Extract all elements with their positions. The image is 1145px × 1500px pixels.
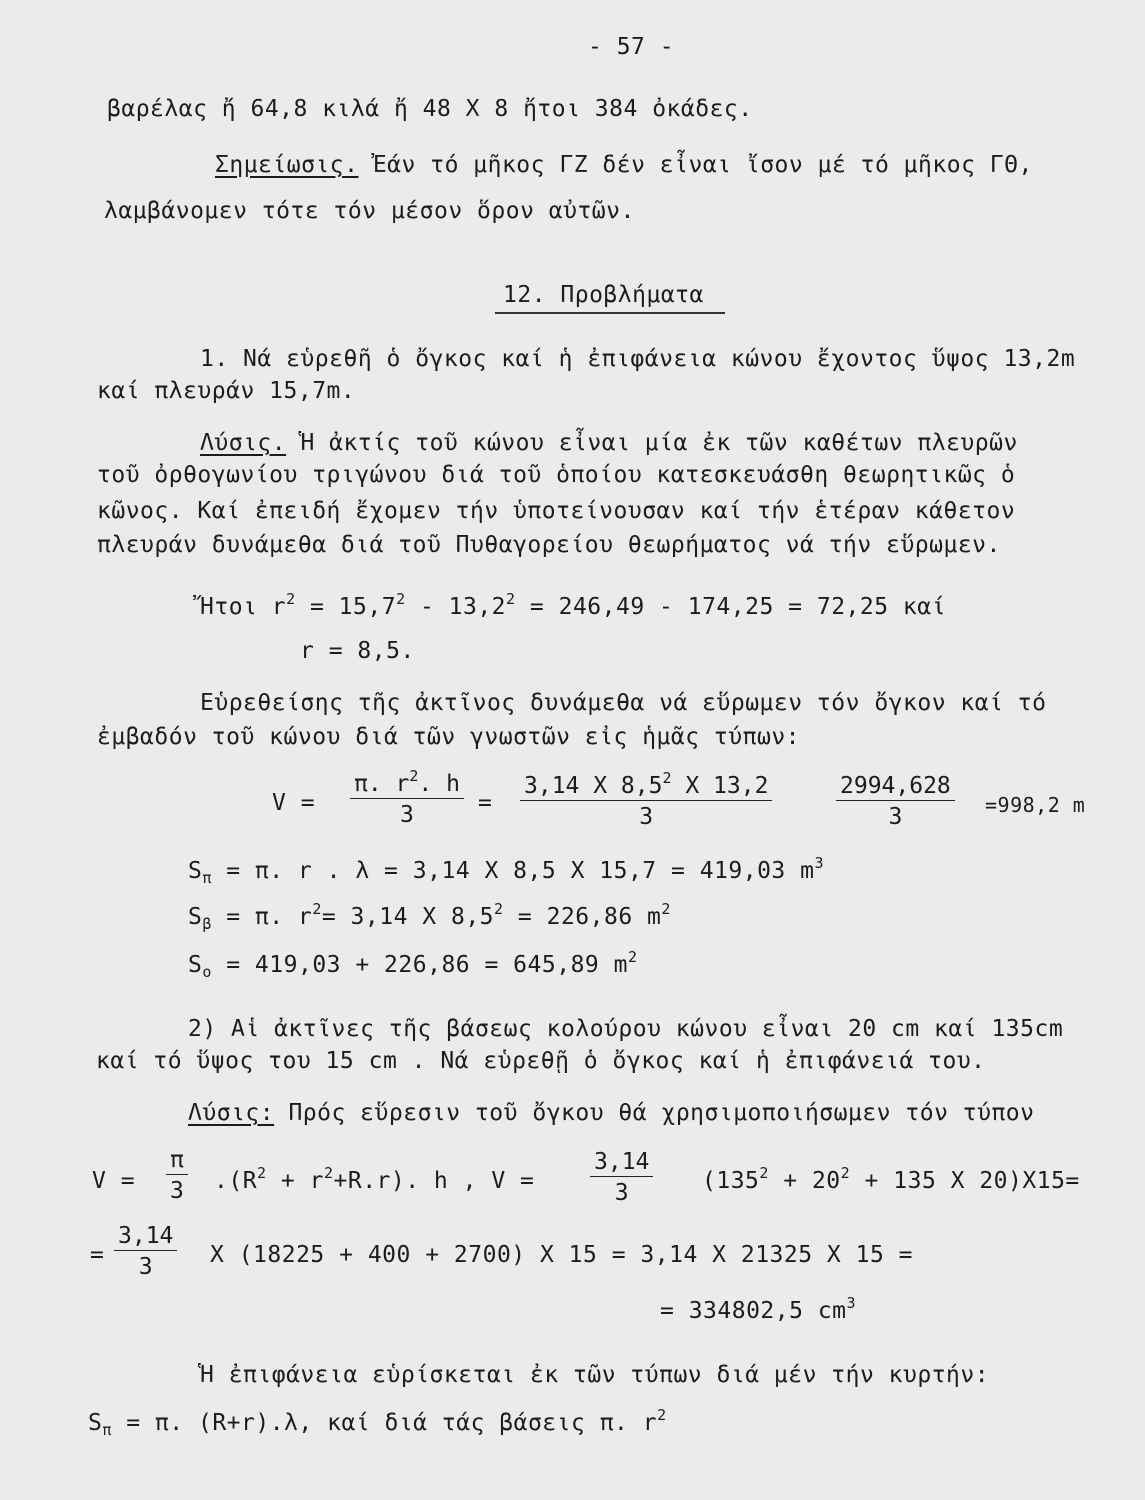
volume-fraction: $\frac{\pi. r^2. h}{3}$ — [350, 770, 464, 829]
section-heading: 12. Προβλήματα — [503, 282, 704, 308]
coef-fraction: $\frac{3,14}{3}$ — [590, 1148, 653, 1207]
text-line: λαμβάνομεν τότε τόν μέσον ὅρον αὐτῶν. — [104, 198, 635, 224]
solution-text: Λύσις: Πρός εὕρεσιν τοῦ ὄγκου θά χρησιμοποιήσωμεν τόν τύπον — [188, 1100, 1035, 1126]
formula-line: $S_o = 419,03 + 226,86 = 645,89$ $m^2$ — [188, 948, 638, 981]
note-label: Σημείωσις. — [215, 152, 359, 178]
formula-line: $S_\beta = \pi$. $r^2= 3,14$ X $8,5^2 = 226,86$ $m^2$ — [188, 900, 671, 933]
text-line: Σημείωσις. Ἐάν τό μῆκος ΓΖ δέν εἶναι ἴσον μέ τό μῆκος ΓΘ, — [215, 152, 1033, 178]
problem-text: καί τό ὕψος του 15 cm . Νά εὑρεθῇ ὁ ὄγκος καί ἡ ἐπιφάνειά του. — [96, 1048, 986, 1074]
formula-line: V = — [92, 1168, 136, 1194]
solution-text: κῶνος. Καί ἐπειδή ἔχομεν τήν ὑποτείνουσαν καί τήν ἑτέραν κάθετον — [97, 498, 1016, 524]
formula-line: $.(R^2 + r^2+R.r)$. h , V = — [214, 1164, 535, 1194]
solution-text: Ἡ ἐπιφάνεια εὑρίσκεται ἐκ τῶν τύπων διά μέν τήν κυρτήν: — [200, 1362, 990, 1388]
equals-sign: = — [478, 790, 493, 816]
problem-text: καί πλευράν 15,7m. — [97, 378, 356, 404]
pi-over-three-fraction: $\frac{\pi}{3}$ — [166, 1146, 188, 1205]
volume-result: =998,2 m — [985, 793, 1086, 817]
solution-label: Λύσις. — [200, 430, 287, 456]
formula-line: ($135^2 + 20^2 + 135$ X 20)X15= — [702, 1164, 1080, 1194]
equals-sign: = — [90, 1242, 105, 1268]
volume-fraction: $\frac{2994,628}{3}$ — [836, 772, 955, 831]
solution-text: τοῦ ὀρθογωνίου τριγώνου διά τοῦ ὁποίου κατεσκευάσθη θεωρητικῶς ὁ — [97, 462, 1016, 488]
solution-text: Λύσις. Ἡ ἀκτίς τοῦ κώνου εἶναι μία ἐκ τῶν καθέτων πλευρῶν — [200, 430, 1018, 456]
formula-line: X (18225 + 400 + 2700) X 15 = 3,14 X 21325 X 15 = — [210, 1242, 914, 1268]
problem-text: 2) Αἱ ἀκτῖνες τῆς βάσεως κολούρου κώνου εἶναι 20 cm καί 135cm — [188, 1016, 1064, 1042]
coef-fraction: $\frac{3,14}{3}$ — [114, 1222, 177, 1281]
problem-text: 1. Νά εὑρεθῆ ὁ ὄγκος καί ἡ ἐπιφάνεια κώνου ἔχοντος ὕψος 13,2m — [200, 346, 1076, 372]
equation-line: Ἤτοι $r^2 = 15,7^2 - 13,2^2 = 246,49 - 174,25 = 72,25$ καί — [200, 590, 946, 620]
solution-label: Λύσις: — [188, 1100, 275, 1126]
solution-text: ἐμβαδόν τοῦ κώνου διά τῶν γνωστῶν εἰς ἡμᾶς τύπων: — [97, 724, 801, 750]
solution-text: Εὑρεθείσης τῆς ἀκτῖνος δυνάμεθα νά εὕρωμεν τόν ὄγκον καί τό — [200, 690, 1047, 716]
page-number: - 57 - — [588, 34, 675, 60]
volume-label: V = — [272, 790, 316, 816]
text-line: βαρέλας ἤ 64,8 κιλά ἤ 48 Χ 8 ἤτοι 384 ὀκάδες. — [107, 96, 753, 122]
heading-underline — [495, 312, 725, 314]
equation-line: r = 8,5. — [300, 638, 415, 664]
volume-fraction: $\frac{3,14 X 8,5^2 X 13,2}{3}$ — [520, 772, 772, 831]
formula-result: = 334802,5 $cm^3$ — [660, 1294, 857, 1324]
formula-line: $S_\pi = \pi$. (R+r).λ, καί διά τάς βάσεις π. $r^2$ — [88, 1406, 667, 1439]
solution-text: πλευράν δυνάμεθα διά τοῦ Πυθαγορείου θεωρήματος νά τήν εὕρωμεν. — [97, 532, 1001, 558]
formula-line: $S_\pi = \pi$. r . λ = 3,14 X 8,5 X 15,7 = 419,03 $m^3$ — [188, 854, 825, 887]
